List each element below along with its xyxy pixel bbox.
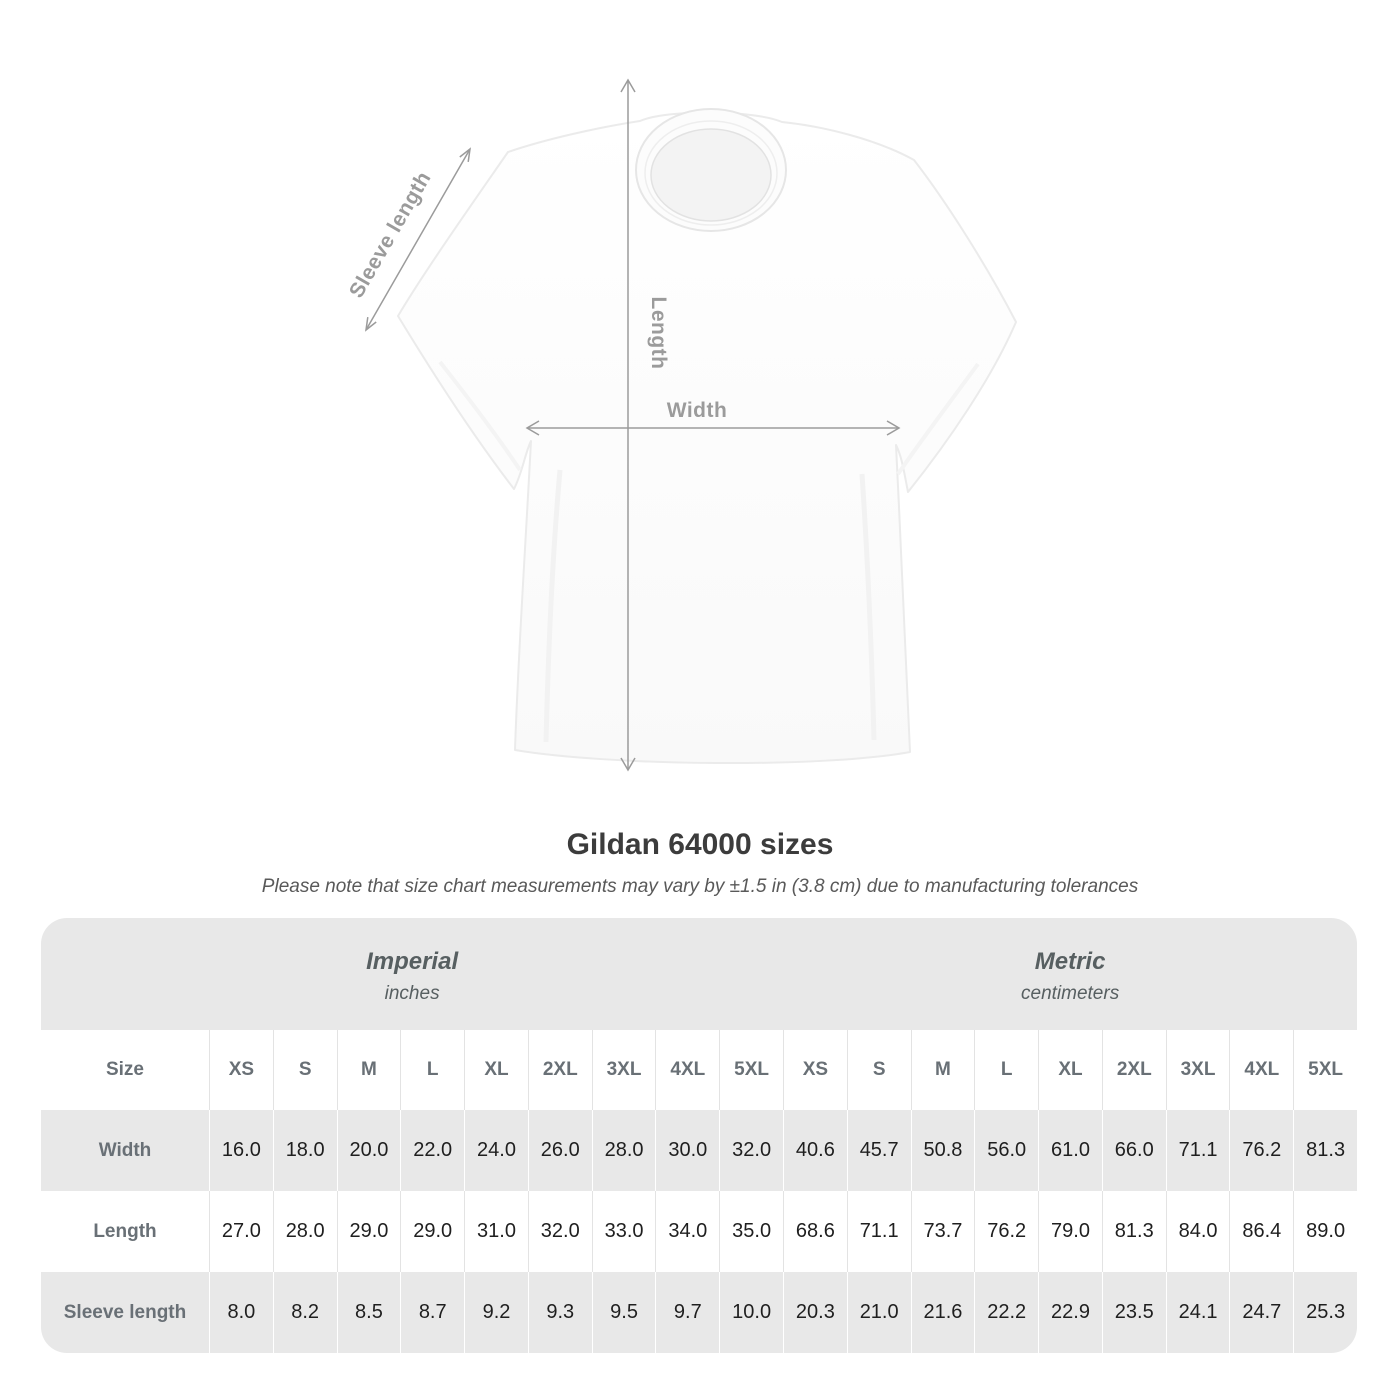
value-cell-metric: 61.0 (1038, 1110, 1102, 1191)
table-header-row (41, 1030, 1357, 1110)
value-cell-metric: 21.0 (847, 1272, 911, 1353)
value-cell-imperial: 8.0 (209, 1272, 273, 1353)
sleeve-length-label: Sleeve length (344, 167, 436, 302)
metric-group-header (783, 918, 1357, 1030)
value-cell-metric: 81.3 (1293, 1110, 1357, 1191)
centimeters-label: centimeters (1021, 982, 1120, 1004)
size-header-metric-5xl: 5XL (1293, 1030, 1357, 1110)
sleeve-arrowhead-bottom (366, 317, 376, 330)
size-header-metric-s: S (847, 1030, 911, 1110)
size-header-metric-2xl: 2XL (1102, 1030, 1166, 1110)
value-cell-metric: 71.1 (1166, 1110, 1230, 1191)
inches-label: inches (384, 982, 440, 1004)
value-cell-imperial: 16.0 (209, 1110, 273, 1191)
size-header-metric-xs: XS (783, 1030, 847, 1110)
table-row-width (41, 1110, 1357, 1191)
size-table (41, 918, 1357, 1353)
size-header-imperial-s: S (273, 1030, 337, 1110)
value-cell-imperial: 32.0 (719, 1110, 783, 1191)
size-header-metric-l: L (974, 1030, 1038, 1110)
page-title: Gildan 64000 sizes (566, 828, 834, 861)
size-header-imperial-2xl: 2XL (528, 1030, 592, 1110)
table-row-length (41, 1191, 1357, 1272)
value-cell-metric: 56.0 (974, 1110, 1038, 1191)
value-cell-imperial: 8.5 (337, 1272, 401, 1353)
value-cell-metric: 23.5 (1102, 1272, 1166, 1353)
value-cell-metric: 71.1 (847, 1191, 911, 1272)
value-cell-metric: 50.8 (911, 1110, 975, 1191)
value-cell-metric: 86.4 (1229, 1191, 1293, 1272)
value-cell-imperial: 33.0 (592, 1191, 656, 1272)
value-cell-metric: 76.2 (1229, 1110, 1293, 1191)
row-label: Width (98, 1139, 152, 1161)
value-cell-metric: 22.2 (974, 1272, 1038, 1353)
value-cell-metric: 20.3 (783, 1272, 847, 1353)
length-label: Length (647, 296, 670, 370)
value-cell-imperial: 9.3 (528, 1272, 592, 1353)
size-header-imperial-3xl: 3XL (592, 1030, 656, 1110)
value-cell-imperial: 30.0 (655, 1110, 719, 1191)
value-cell-imperial: 22.0 (400, 1110, 464, 1191)
size-header-imperial-m: M (337, 1030, 401, 1110)
value-cell-metric: 81.3 (1102, 1191, 1166, 1272)
value-cell-imperial: 27.0 (209, 1191, 273, 1272)
value-cell-imperial: 20.0 (337, 1110, 401, 1191)
row-label: Length (93, 1220, 157, 1242)
size-header-metric-m: M (911, 1030, 975, 1110)
value-cell-metric: 89.0 (1293, 1191, 1357, 1272)
size-header-metric-4xl: 4XL (1229, 1030, 1293, 1110)
value-cell-imperial: 35.0 (719, 1191, 783, 1272)
value-cell-imperial: 24.0 (464, 1110, 528, 1191)
size-header-imperial-5xl: 5XL (719, 1030, 783, 1110)
tolerance-note: Please note that size chart measurements may vary by ±1.5 in (3.8 cm) due to manufacturing tolerances (261, 876, 1139, 897)
value-cell-metric: 40.6 (783, 1110, 847, 1191)
value-cell-metric: 84.0 (1166, 1191, 1230, 1272)
row-label: Sleeve length (63, 1301, 187, 1323)
value-cell-imperial: 29.0 (337, 1191, 401, 1272)
value-cell-metric: 22.9 (1038, 1272, 1102, 1353)
value-cell-metric: 76.2 (974, 1191, 1038, 1272)
value-cell-imperial: 31.0 (464, 1191, 528, 1272)
collar-inner (651, 129, 771, 221)
units-band (41, 918, 1357, 1030)
sleeve-arrowhead-top (460, 149, 470, 162)
value-cell-metric: 21.6 (911, 1272, 975, 1353)
table-row-sleeve-length (41, 1272, 1357, 1353)
size-header-imperial-xl: XL (464, 1030, 528, 1110)
value-cell-imperial: 9.7 (655, 1272, 719, 1353)
value-cell-metric: 25.3 (1293, 1272, 1357, 1353)
value-cell-imperial: 28.0 (592, 1110, 656, 1191)
value-cell-imperial: 29.0 (400, 1191, 464, 1272)
size-header-metric-xl: XL (1038, 1030, 1102, 1110)
tshirt-graphic (398, 109, 1016, 763)
value-cell-imperial: 18.0 (273, 1110, 337, 1191)
width-label: Width (666, 399, 728, 422)
value-cell-metric: 24.1 (1166, 1272, 1230, 1353)
size-header-imperial-4xl: 4XL (655, 1030, 719, 1110)
value-cell-metric: 45.7 (847, 1110, 911, 1191)
value-cell-metric: 73.7 (911, 1191, 975, 1272)
value-cell-imperial: 28.0 (273, 1191, 337, 1272)
imperial-group-header (41, 918, 783, 1030)
value-cell-imperial: 9.2 (464, 1272, 528, 1353)
value-cell-imperial: 34.0 (655, 1191, 719, 1272)
value-cell-imperial: 8.7 (400, 1272, 464, 1353)
size-header-imperial-l: L (400, 1030, 464, 1110)
value-cell-metric: 68.6 (783, 1191, 847, 1272)
value-cell-metric: 79.0 (1038, 1191, 1102, 1272)
imperial-label: Imperial (366, 947, 459, 975)
value-cell-imperial: 26.0 (528, 1110, 592, 1191)
value-cell-imperial: 32.0 (528, 1191, 592, 1272)
size-header-imperial-xs: XS (209, 1030, 273, 1110)
value-cell-imperial: 9.5 (592, 1272, 656, 1353)
metric-label: Metric (1034, 947, 1106, 975)
value-cell-imperial: 8.2 (273, 1272, 337, 1353)
size-column-header: Size (105, 1059, 145, 1080)
value-cell-imperial: 10.0 (719, 1272, 783, 1353)
value-cell-metric: 24.7 (1229, 1272, 1293, 1353)
value-cell-metric: 66.0 (1102, 1110, 1166, 1191)
size-header-metric-3xl: 3XL (1166, 1030, 1230, 1110)
